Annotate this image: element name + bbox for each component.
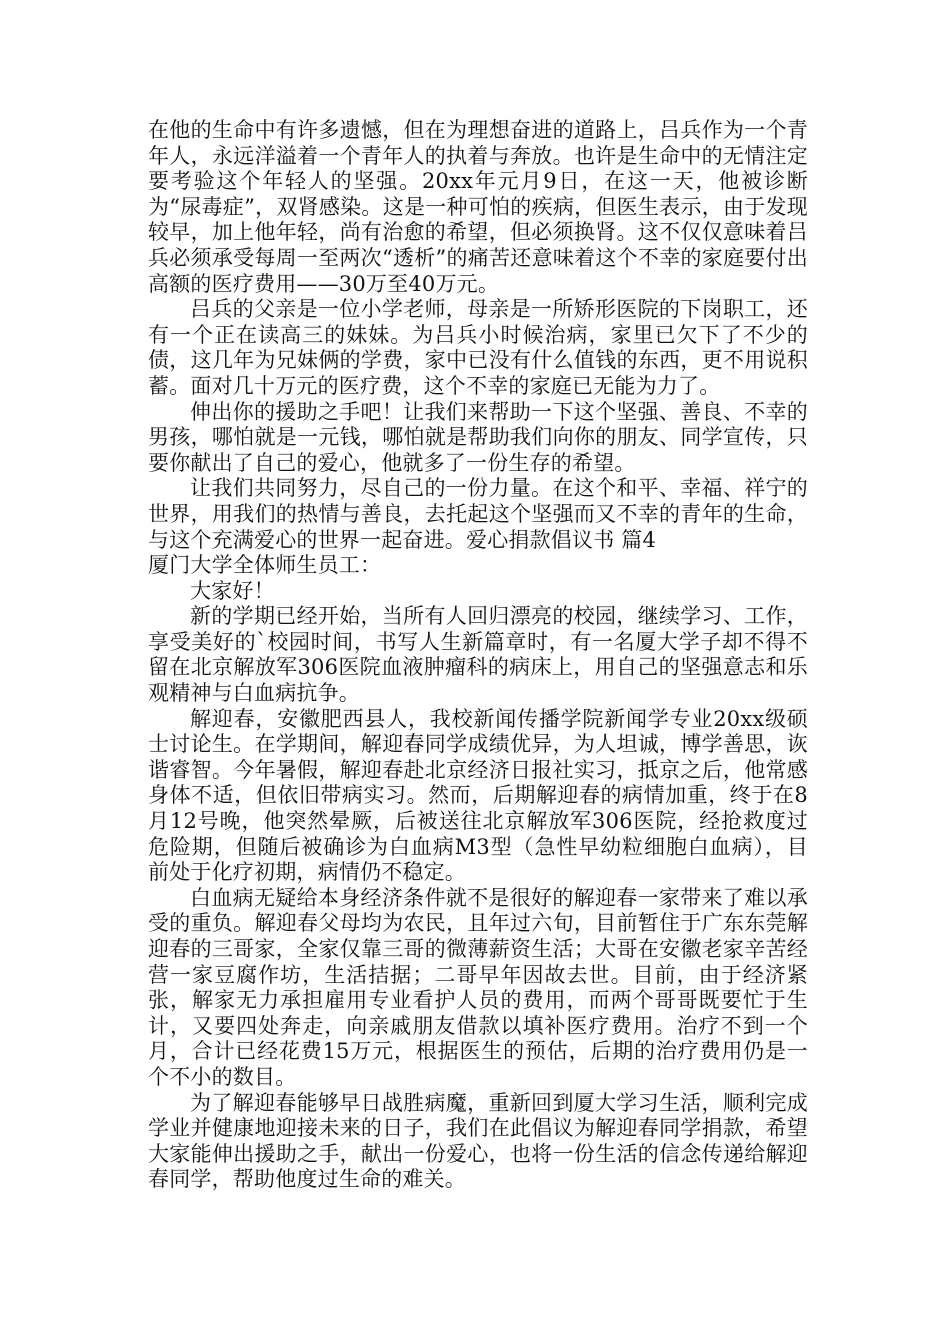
paragraph-donation-appeal: 为了解迎春能够早日战胜病魔，重新回到厦大学习生活，顺利完成学业并健康地迎接未来的日子，我们在此倡议为解迎春同学捐款，希望大家能伸出援助之手，献出一份爱心，也将一份生活的信念传递给解迎春同学，帮助他度过生命的难关。 <box>148 1090 808 1192</box>
greeting: 大家好！ <box>190 578 275 603</box>
paragraph-diagnosis: 在他的生命中有许多遗憾，但在为理想奋进的道路上，吕兵作为一个青年人，永远洋溢着一个青年人的执着与奔放。也许是生命中的无情注定要考验这个年轻人的坚强。20xx年元月9日，在这一天，他被诊断为“尿毒症”，双肾感染。这是一种可怕的疾病，但医生表示，由于发现较早，加上他年轻，尚有治愈的希望，但必须换肾。这不仅仅意味着吕兵必须承受每周一至两次“透析”的痛苦还意味着这个不幸的家庭要付出高额的医疗费用——30万至40万元。 <box>148 118 808 296</box>
paragraph-family-burden: 白血病无疑给本身经济条件就不是很好的解迎春一家带来了难以承受的重负。解迎春父母均为农民，且年过六旬，目前暂住于广东东莞解迎春的三哥家，全家仅靠三哥的微薄薪资生活；大哥在安徽老家辛苦经营一家豆腐作坊，生活拮据；二哥早年因故去世。目前，由于经济紧张，解家无力承担雇用专业看护人员的费用，而两个哥哥既要忙于生计，又要四处奔走，向亲戚朋友借款以填补医疗费用。治疗不到一个月，合计已经花费15万元，根据医生的预估，后期的治疗费用仍是一个不小的数目。 <box>148 885 808 1089</box>
salutation: 厦门大学全体师生员工： <box>148 553 382 578</box>
paragraph-call-for-help: 伸出你的援助之手吧！让我们来帮助一下这个坚强、善良、不幸的男孩，哪怕就是一元钱，哪怕就是帮助我们向你的朋友、同学宣传，只要你献出了自己的爱心，他就多了一份生存的希望。 <box>148 399 808 475</box>
document-page <box>148 118 808 1193</box>
paragraph-family-situation: 吕兵的父亲是一位小学老师，母亲是一所矫形医院的下岗职工，还有一个正在读高三的妹妹。为吕兵小时候治病，家里已欠下了不少的债，这几年为兄妹俩的学费，家中已没有什么值钱的东西，更不用说积蓄。面对几十万元的医疗费，这个不幸的家庭已无能为力了。 <box>148 297 808 398</box>
paragraph-closing-appeal: 让我们共同努力，尽自己的一份力量。在这个和平、幸福、祥宁的世界，用我们的热情与善良，去托起这个坚强而又不幸的青年的生命，与这个充满爱心的世界一起奋进。爱心捐款倡议书 篇4 <box>148 476 808 552</box>
paragraph-new-semester: 新的学期已经开始，当所有人回归漂亮的校园，继续学习、工作，享受美好的`校园时间，书写人生新篇章时，有一名厦大学子却不得不留在北京解放军306医院血液肿瘤科的病床上，用自己的坚强意志和乐观精神与白血病抗争。 <box>148 604 808 706</box>
paragraph-student-background: 解迎春，安徽肥西县人，我校新闻传播学院新闻学专业20xx级硕士讨论生。在学期间，解迎春同学成绩优异，为人坦诚，博学善思，诙谐睿智。今年暑假，解迎春赴北京经济日报社实习，抵京之后，他常感身体不适，但依旧带病实习。然而，后期解迎春的病情加重，终于在8月12号晚，他突然晕厥，后被送往北京解放军306医院，经抢救度过危险期，但随后被确诊为白血病M3型（急性早幼粒细胞白血病），目前处于化疗初期，病情仍不稳定。 <box>148 706 808 885</box>
